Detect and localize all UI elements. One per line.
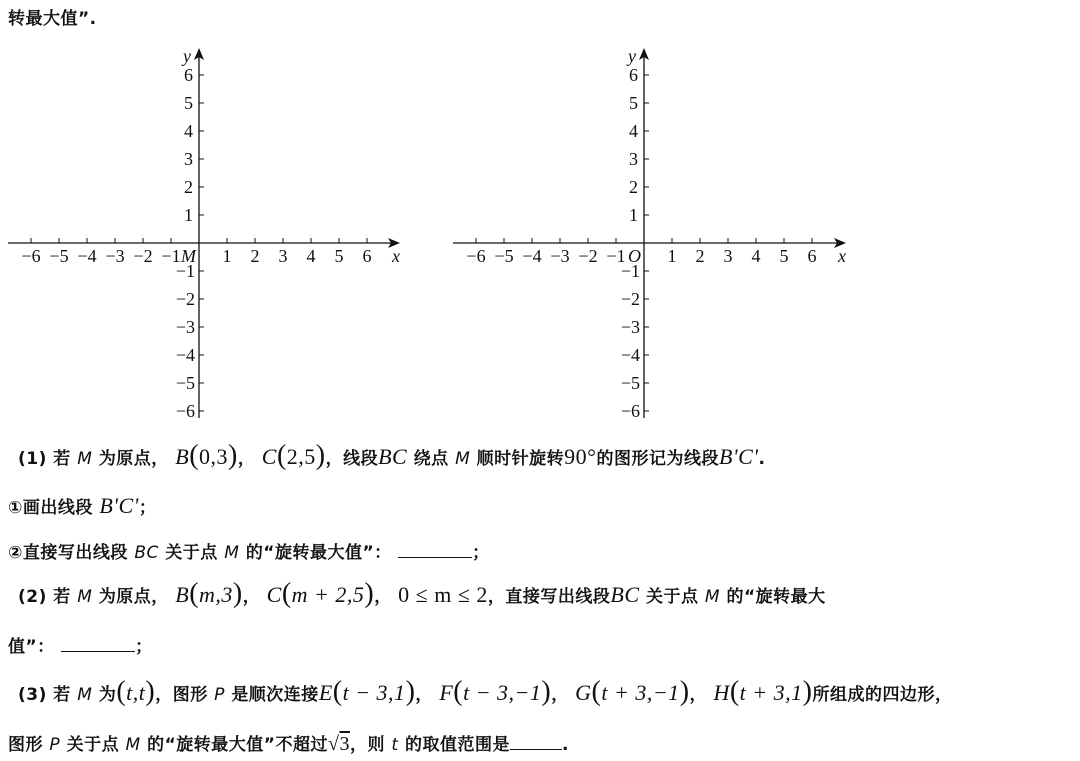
q1-b-coords: 0,3 xyxy=(199,444,229,469)
x-tick-label: −4 xyxy=(77,246,97,266)
y-tick-label: 2 xyxy=(184,177,193,197)
q3-var-t: t xyxy=(391,735,399,755)
x-tick-label: 3 xyxy=(278,246,288,266)
x-tick-label: 1 xyxy=(222,246,232,266)
y-tick-label: 1 xyxy=(184,205,193,225)
q3-text: 若 xyxy=(53,685,71,705)
q2-b-coords: m,3 xyxy=(199,582,233,607)
x-axis-label: x xyxy=(392,246,400,266)
x-tick-label: 6 xyxy=(807,246,817,266)
q2-text: ，直接写出线段 xyxy=(487,587,611,607)
y-tick-label: 6 xyxy=(629,65,638,85)
q2-number: (2) xyxy=(18,587,47,607)
q2-text: 为原点， xyxy=(98,587,169,607)
y-tick-label: −1 xyxy=(620,261,640,281)
q1-number: (1) xyxy=(18,449,47,469)
x-tick-label: 5 xyxy=(334,246,344,266)
q1-text: ，线段 xyxy=(325,449,379,469)
y-tick-label: −6 xyxy=(620,401,640,421)
q3-e-coords: t − 3,1 xyxy=(342,680,406,705)
q3-sqrt: √3 xyxy=(327,733,350,755)
q1-point-m: M xyxy=(77,449,93,469)
question-1b xyxy=(8,538,1080,563)
q3-shape-p: P xyxy=(214,685,225,705)
y-tick-label: −2 xyxy=(175,289,195,309)
q2-c-coords: m + 2,5 xyxy=(291,582,365,607)
q1-point-b: B xyxy=(175,444,190,469)
x-tick-label: −6 xyxy=(21,246,41,266)
q3-g-coords: t + 3,−1 xyxy=(601,680,680,705)
y-tick-label: 5 xyxy=(184,93,193,113)
y-tick-label: 4 xyxy=(184,121,193,141)
q1a-marker: ① xyxy=(8,498,23,518)
q3-point-m: M xyxy=(77,685,93,705)
y-tick-label: 6 xyxy=(184,65,193,85)
q3-text: 图形 xyxy=(8,735,43,755)
question-1: (1) 若 M 为原点， B(0,3)， C(2,5)，线段BC 绕点 M 顺时针旋转90°的图形记为线段B'C'. xyxy=(18,440,766,471)
q2-condition: 0 ≤ m ≤ 2 xyxy=(398,582,488,607)
y-axis-label: y xyxy=(628,46,636,66)
intro-fragment: 转最大值”. xyxy=(8,9,97,29)
q1-segment-bc: BC xyxy=(378,444,408,469)
q3-number: (3) xyxy=(18,685,47,705)
x-tick-label: −2 xyxy=(133,246,153,266)
graph-right xyxy=(453,46,846,421)
q2-text: 若 xyxy=(53,587,71,607)
q3-point-g: G xyxy=(575,680,592,705)
q1-text: 顺时针旋转 xyxy=(476,449,565,469)
question-3: (3) 若 M 为(t,t)，图形 P 是顺次连接E(t − 3,1)， F(t − 3,−1)， G(t + 3,−1)， H(t + 3,1)所组成的四边形， xyxy=(18,676,953,707)
graph-left xyxy=(8,46,400,421)
q1-point-m: M xyxy=(455,449,471,469)
origin-label: M xyxy=(181,246,196,266)
x-tick-label: −5 xyxy=(494,246,514,266)
q3-sqrt-arg: 3 xyxy=(339,733,350,755)
y-tick-label: 4 xyxy=(629,121,638,141)
q3-answer-blank xyxy=(510,731,562,750)
q1-end: . xyxy=(758,449,766,469)
x-tick-label: 3 xyxy=(723,246,733,266)
y-tick-label: −4 xyxy=(620,345,640,365)
q1b-marker: ② xyxy=(8,543,23,563)
x-tick-label: 2 xyxy=(695,246,705,266)
q1b-segment: BC xyxy=(134,543,159,563)
q1b-text: 的“旋转最大值”： xyxy=(245,543,392,563)
x-tick-label: −4 xyxy=(522,246,542,266)
y-tick-label: −5 xyxy=(620,373,640,393)
q3-point-h: H xyxy=(713,680,730,705)
q1-segment-bpcp: B'C' xyxy=(718,444,759,469)
q3-text: 的取值范围是 xyxy=(404,735,510,755)
q1-text: 若 xyxy=(53,449,71,469)
x-tick-label: −6 xyxy=(466,246,486,266)
origin-label: O xyxy=(628,246,641,266)
q3-shape-p: P xyxy=(49,735,61,755)
y-tick-label: 2 xyxy=(629,177,638,197)
q1a-segment: B'C' xyxy=(99,493,139,518)
q2-answer-blank xyxy=(61,633,135,652)
q3-text: 关于点 xyxy=(66,735,120,755)
q3-text: 所组成的四边形， xyxy=(812,685,953,705)
x-tick-label: −3 xyxy=(105,246,125,266)
x-tick-label: 4 xyxy=(751,246,761,266)
x-tick-label: −5 xyxy=(49,246,69,266)
q3-m-coords: t,t xyxy=(126,680,146,705)
y-tick-label: −4 xyxy=(175,345,195,365)
x-tick-label: 1 xyxy=(667,246,677,266)
q2-end: ； xyxy=(135,637,153,657)
x-tick-label: 6 xyxy=(362,246,372,266)
y-tick-label: −2 xyxy=(620,289,640,309)
x-tick-label: −2 xyxy=(578,246,598,266)
q3-text: 为 xyxy=(98,685,117,705)
y-tick-label: −1 xyxy=(175,261,195,281)
q3-f-coords: t − 3,−1 xyxy=(463,680,542,705)
x-tick-label: 4 xyxy=(306,246,316,266)
q2-text: 关于点 xyxy=(645,587,699,607)
q1-text: 为原点， xyxy=(98,449,169,469)
y-axis-label: y xyxy=(183,46,191,66)
q3-h-coords: t + 3,1 xyxy=(739,680,803,705)
q2-cont: 值”： xyxy=(8,637,55,657)
y-tick-label: 3 xyxy=(184,149,193,169)
q1b-point-m: M xyxy=(224,543,240,563)
q3-text: ，图形 xyxy=(155,685,208,705)
q1b-text: 关于点 xyxy=(165,543,218,563)
y-tick-label: −6 xyxy=(175,401,195,421)
y-tick-label: −3 xyxy=(620,317,640,337)
x-axis-label: x xyxy=(838,246,846,266)
y-tick-label: 3 xyxy=(629,149,638,169)
q3-text: 是顺次连接 xyxy=(231,685,319,705)
q3-point-f: F xyxy=(439,680,454,705)
question-2-cont xyxy=(8,632,1080,657)
q2-point-m: M xyxy=(704,587,721,607)
q1-angle: 90° xyxy=(564,444,597,469)
q3-text: ，则 xyxy=(349,735,385,755)
q3-end: . xyxy=(561,735,569,755)
x-tick-label: −1 xyxy=(606,246,626,266)
q1b-answer-blank xyxy=(398,539,472,558)
q1a-end: ； xyxy=(138,498,157,518)
q2-point-b: B xyxy=(175,582,190,607)
y-tick-label: 1 xyxy=(629,205,638,225)
q1-text: 的图形记为线段 xyxy=(596,449,719,469)
q3-point-e: E xyxy=(318,680,333,705)
q1b-end: ； xyxy=(472,543,490,563)
q1b-text: 直接写出线段 xyxy=(22,543,128,563)
x-tick-label: 2 xyxy=(250,246,260,266)
q2-text: 的“旋转最大 xyxy=(726,587,826,607)
q1-point-c: C xyxy=(261,444,277,469)
q2-point-m: M xyxy=(77,587,93,607)
q1-c-coords: 2,5 xyxy=(286,444,316,469)
q3-point-m: M xyxy=(125,735,141,755)
question-3-cont xyxy=(8,730,1080,756)
x-tick-label: −3 xyxy=(550,246,570,266)
y-tick-label: 5 xyxy=(629,93,638,113)
y-tick-label: −3 xyxy=(175,317,195,337)
question-1a xyxy=(8,493,1080,519)
q2-point-c: C xyxy=(266,582,282,607)
q1a-text: 画出线段 xyxy=(22,498,93,518)
x-tick-label: −1 xyxy=(161,246,181,266)
y-tick-label: −5 xyxy=(175,373,195,393)
q2-segment-bc: BC xyxy=(610,582,640,607)
x-tick-label: 5 xyxy=(779,246,789,266)
question-2: (2) 若 M 为原点， B(m,3)， C(m + 2,5)， 0 ≤ m ≤ 2，直接写出线段BC 关于点 M 的“旋转最大 xyxy=(18,578,826,609)
q1-text: 绕点 xyxy=(413,449,449,469)
q3-text: 的“旋转最大值”不超过 xyxy=(147,735,328,755)
